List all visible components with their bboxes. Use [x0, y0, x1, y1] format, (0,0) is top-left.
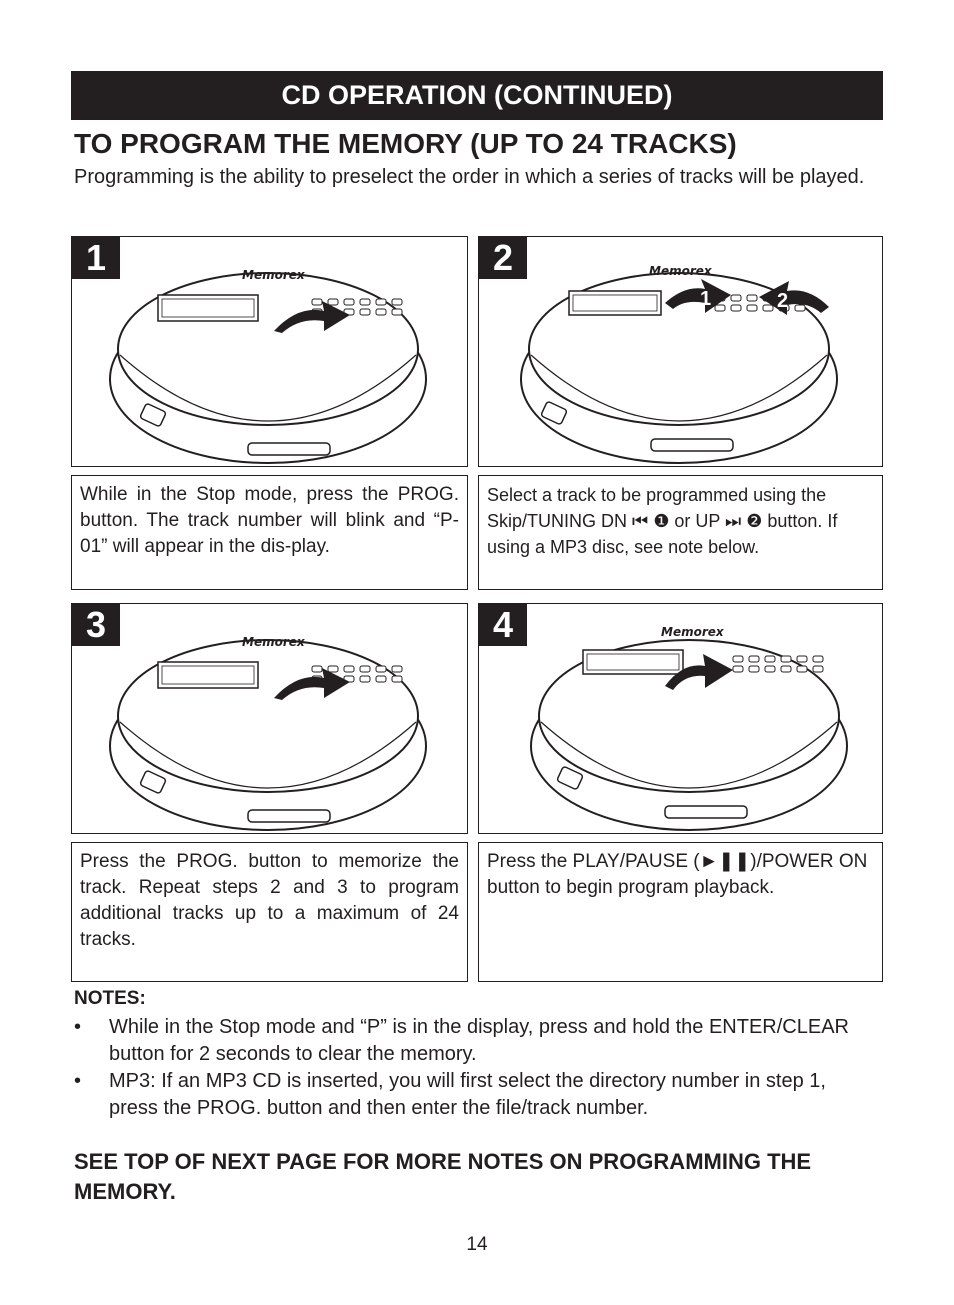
cd-player-illustration — [72, 604, 468, 834]
note-text: While in the Stop mode and “P” is in the display, press and hold the ENTER/CLEAR button for 2 seconds to clear the memory. — [109, 1016, 849, 1065]
step-number-badge: 1 — [72, 237, 120, 279]
step-1-description: While in the Stop mode, press the PROG. button. The track number will blink and “P-01” will appear in the dis-play. — [71, 475, 468, 590]
intro-paragraph: Programming is the ability to preselect the order in which a series of tracks will be played. — [74, 166, 865, 188]
step-number-badge: 3 — [72, 604, 120, 646]
step-number-badge: 4 — [479, 604, 527, 646]
cd-player-illustration — [72, 237, 468, 467]
cd-player-illustration — [479, 237, 883, 467]
step-4-illustration — [478, 603, 883, 834]
step-1-illustration — [71, 236, 468, 467]
callout-1: 1 — [700, 288, 712, 310]
callout-2: 2 — [777, 290, 789, 312]
step-2-description: Select a track to be programmed using the Skip/TUNING DN ⏮ ❶ or UP ⏭ ❷ button. If using a MP3 disc, see note below. — [478, 475, 883, 590]
list-item — [74, 1068, 864, 1122]
cd-player-illustration — [479, 604, 883, 834]
page-number: 14 — [466, 1234, 488, 1255]
bullet: • — [74, 1016, 82, 1038]
brand-logo: Memorex — [242, 635, 305, 649]
bullet: • — [74, 1070, 82, 1092]
note-text: MP3: If an MP3 CD is inserted, you will first select the directory number in step 1, press the PROG. button and then enter the file/track number. — [109, 1070, 826, 1119]
notes-list — [74, 1014, 864, 1122]
brand-logo: Memorex — [242, 268, 305, 282]
step-2-illustration — [478, 236, 883, 467]
step-3-description: Press the PROG. button to memorize the track. Repeat steps 2 and 3 to program additional tracks up to a maximum of 24 tracks. — [71, 842, 468, 982]
brand-logo: Memorex — [661, 625, 724, 639]
notes-heading: NOTES: — [74, 988, 146, 1009]
continued-note: SEE TOP OF NEXT PAGE FOR MORE NOTES ON PROGRAMMING THE MEMORY. — [74, 1149, 812, 1204]
step-number-badge: 2 — [479, 237, 527, 279]
brand-logo: Memorex — [649, 264, 712, 278]
list-item — [74, 1014, 864, 1068]
page-title: TO PROGRAM THE MEMORY (UP TO 24 TRACKS) — [74, 128, 737, 159]
step-3-illustration — [71, 603, 468, 834]
step-4-description: Press the PLAY/PAUSE (►❚❚)/POWER ON button to begin program playback. — [478, 842, 883, 982]
section-banner: CD OPERATION (CONTINUED) — [71, 71, 883, 120]
